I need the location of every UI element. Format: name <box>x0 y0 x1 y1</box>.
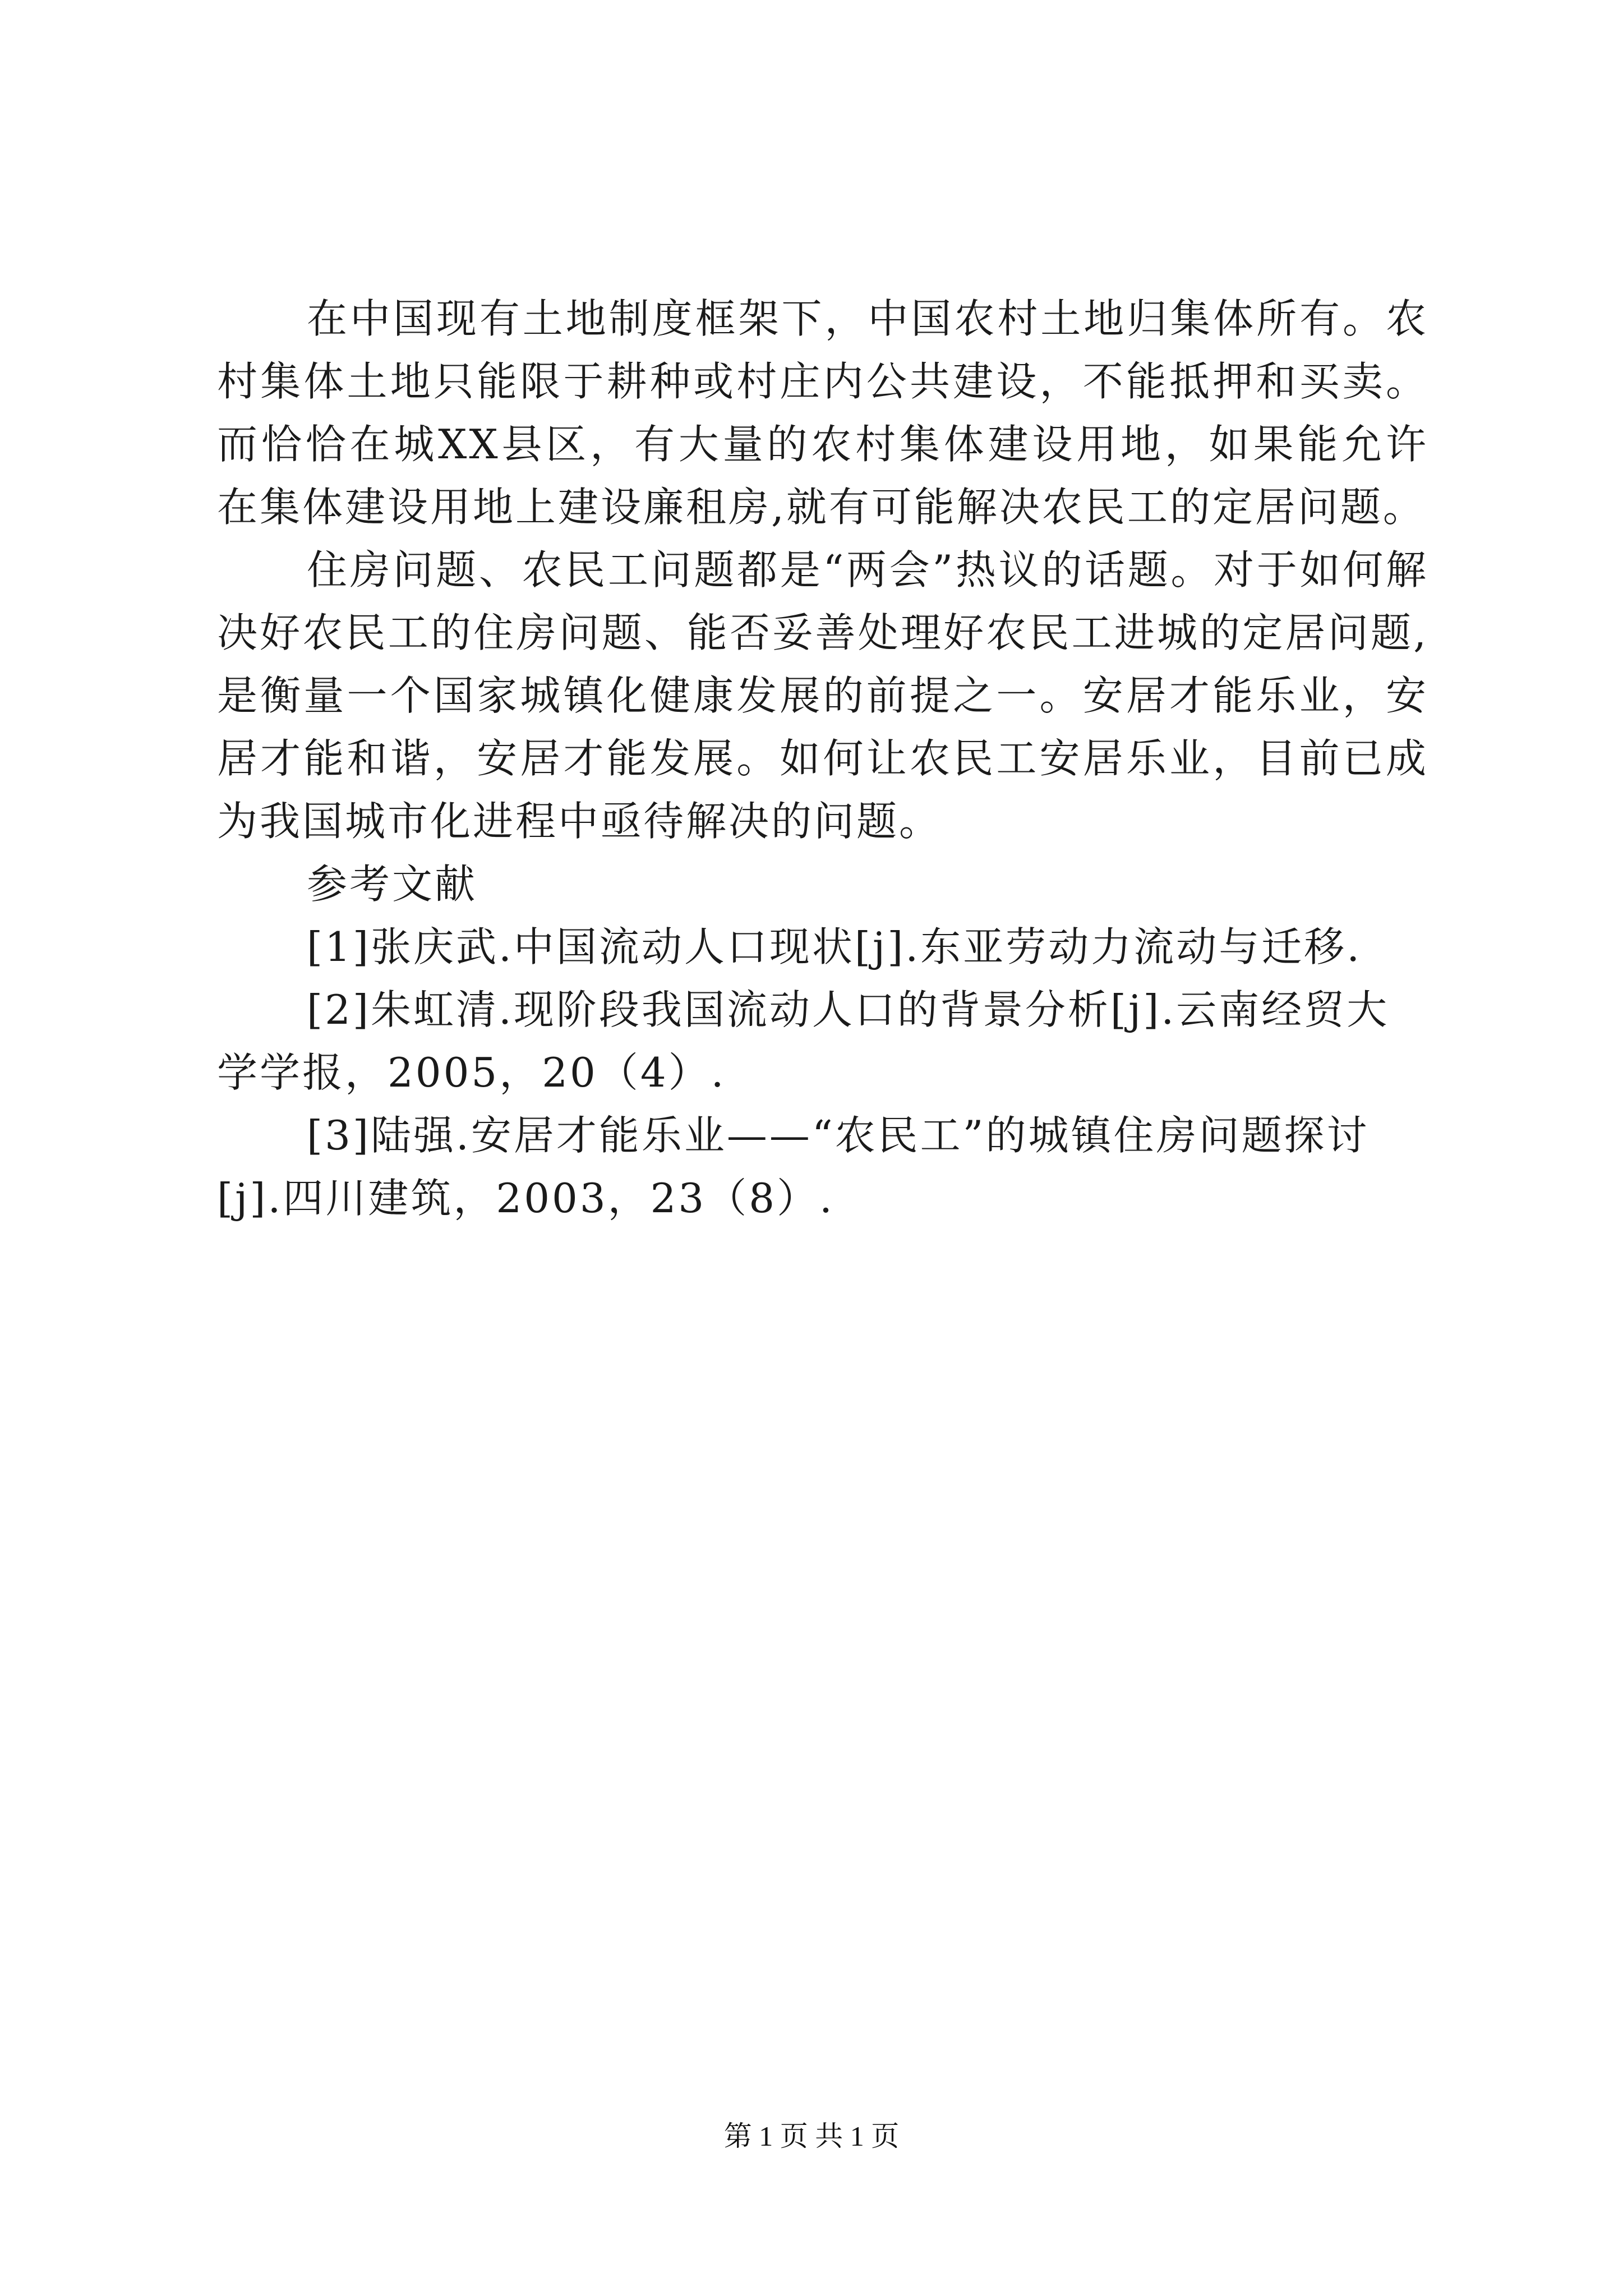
reference-item-1: [1]张庆武.中国流动人口现状[j].东亚劳动力流动与迁移. <box>307 923 1362 970</box>
paragraph-land-system: 在中国现有土地制度框架下，中国农村土地归集体所有。农村集体土地只能限于耕种或村庄内公共建设，不能抵押和买卖。而恰恰在城XX县区，有大量的农村集体建设用地，如果能允许在集体建设用地上建设廉租房,就有可能解决农民工的定居问题。 <box>217 295 1428 531</box>
document-body <box>217 287 1428 1230</box>
page-footer: 第 1 页 共 1 页 <box>723 2120 900 2152</box>
reference-item-3: [3]陆强.安居才能乐业——“农民工”的城镇住房问题探讨[j].四川建筑，2003，23（8）. <box>217 1112 1370 1222</box>
references-heading: 参考文献 <box>307 861 478 908</box>
reference-item-2: [2]朱虹清.现阶段我国流动人口的背景分析[j].云南经贸大学学报，2005，20（4）. <box>217 986 1390 1096</box>
paragraph-housing-issue: 住房问题、农民工问题都是“两会”热议的话题。对于如何解决好农民工的住房问题、能否妥善处理好农民工进城的定居问题,是衡量一个国家城镇化健康发展的前提之一。安居才能乐业，安居才能和谐，安居才能发展。如何让农民工安居乐业，目前已成为我国城市化进程中亟待解决的问题。 <box>217 546 1428 845</box>
